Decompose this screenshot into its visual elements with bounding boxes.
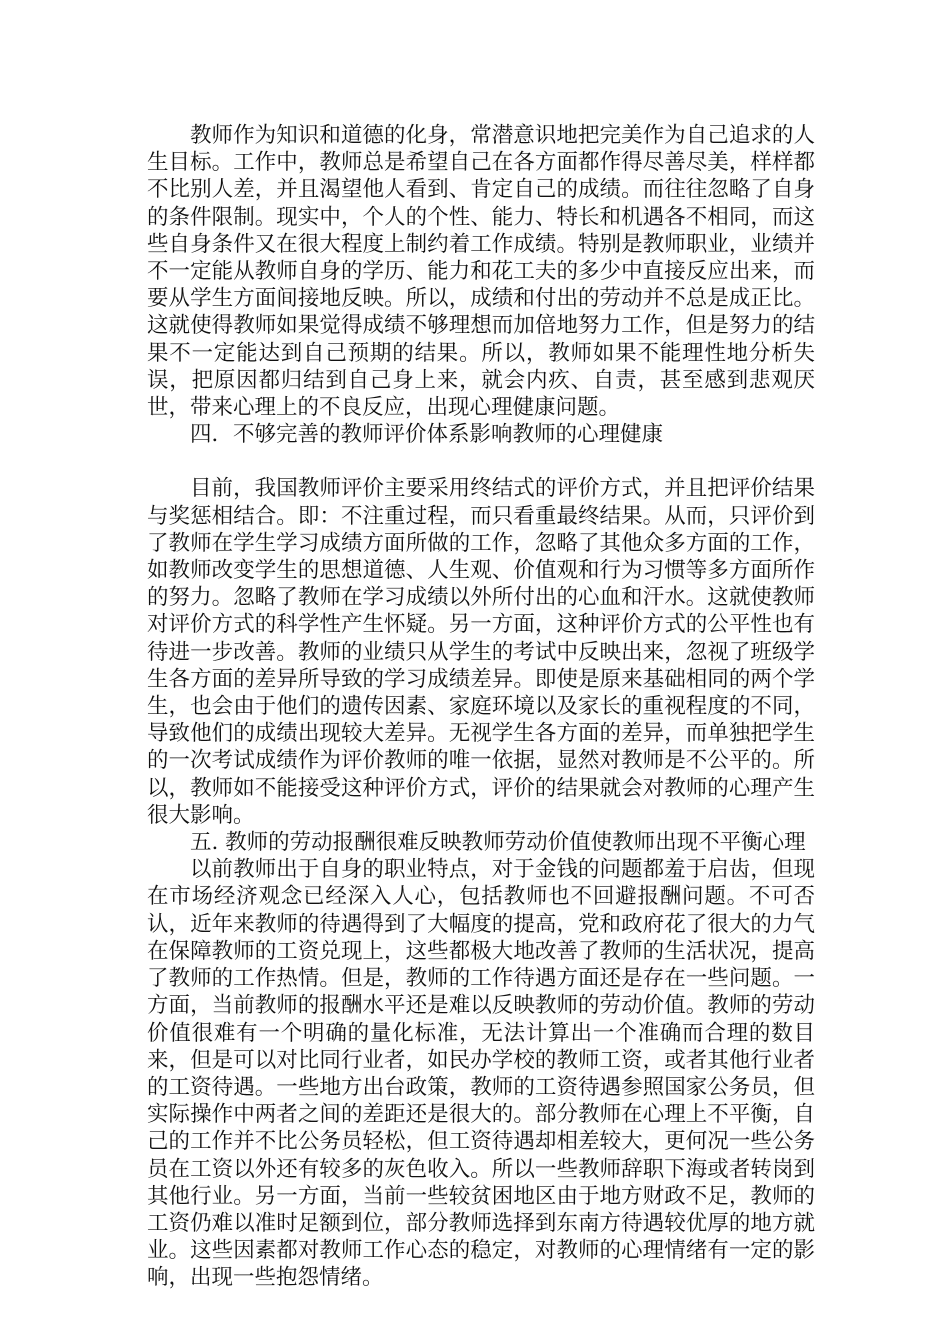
document-page [147,122,815,1292]
section-heading-5: 五. 教师的劳动报酬很难反映教师劳动价值使教师出现不平衡心理 [190,830,806,856]
paragraph-evaluation-system: 目前，我国教师评价主要采用终结式的评价方式，并且把评价结果与奖惩相结合。即：不注重过程，而只看重最终结果。从而，只评价到了教师在学生学习成绩方面所做的工作，忽略了其他众多方面的工作，如教师改变学生的思想道德、人生观、价值观和行为习惯等多方面所作的努力。忽略了教师在学习成绩以外所付出的心血和汗水。这就使教师对评价方式的科学性产生怀疑。另一方面，这种评价方式的公平性也有待进一步改善。教师的业绩只从学生的考试中反映出来，忽视了班级学生各方面的差异所导致的学习成绩差异。即使是原来基础相同的两个学生，也会由于他们的遗传因素、家庭环境以及家长的重视程度的不同，导致他们的成绩出现较大差异。无视学生各方面的差异，而单独把学生的一次考试成绩作为评价教师的唯一依据，显然对教师是不公平的。所以，教师如不能接受这种评价方式，评价的结果就会对教师的心理产生很大影响。 [147,476,815,828]
paragraph-remuneration: 以前教师出于自身的职业特点，对于金钱的问题都羞于启齿，但现在市场经济观念已经深入人心，包括教师也不回避报酬问题。不可否认，近年来教师的待遇得到了大幅度的提高，党和政府花了很大的力气在保障教师的工资兑现上，这些都极大地改善了教师的生活状况，提高了教师的工作热情。但是，教师的工作待遇方面还是存在一些问题。一方面，当前教师的报酬水平还是难以反映教师的劳动价值。教师的劳动价值很难有一个明确的量化标准，无法计算出一个准确而合理的数目来，但是可以对比同行业者，如民办学校的教师工资，或者其他行业者的工资待遇。一些地方出台政策，教师的工资待遇参照国家公务员，但实际操作中两者之间的差距还是很大的。部分教师在心理上不平衡，自己的工作并不比公务员轻松，但工资待遇却相差较大，更何况一些公务员在工资以外还有较多的灰色收入。所以一些教师辞职下海或者转岗到其他行业。另一方面，当前一些较贫困地区由于地方财政不足，教师的工资仍难以准时足额到位，部分教师选择到东南方待遇较优厚的地方就业。这些因素都对教师工作心态的稳定，对教师的心理情绪有一定的影响，出现一些抱怨情绪。 [147,857,815,1291]
paragraph-perfectionism: 教师作为知识和道德的化身，常潜意识地把完美作为自己追求的人生目标。工作中，教师总是希望自己在各方面都作得尽善尽美，样样都不比别人差，并且渴望他人看到、肯定自己的成绩。而往往忽略了自身的条件限制。现实中，个人的个性、能力、特长和机遇各不相同，而这些自身条件又在很大程度上制约着工作成绩。特别是教师职业，业绩并不一定能从教师自身的学历、能力和花工夫的多少中直接反应出来，而要从学生方面间接地反映。所以，成绩和付出的劳动并不总是成正比。这就使得教师如果觉得成绩不够理想而加倍地努力工作，但是努力的结果不一定能达到自己预期的结果。所以，教师如果不能理性地分析失误，把原因都归结到自己身上来，就会内疚、自责，甚至感到悲观厌世，带来心理上的不良反应，出现心理健康问题。 [147,123,815,421]
blank-line [147,448,815,475]
section-heading-4: 四．不够完善的教师评价体系影响教师的心理健康 [190,422,664,448]
